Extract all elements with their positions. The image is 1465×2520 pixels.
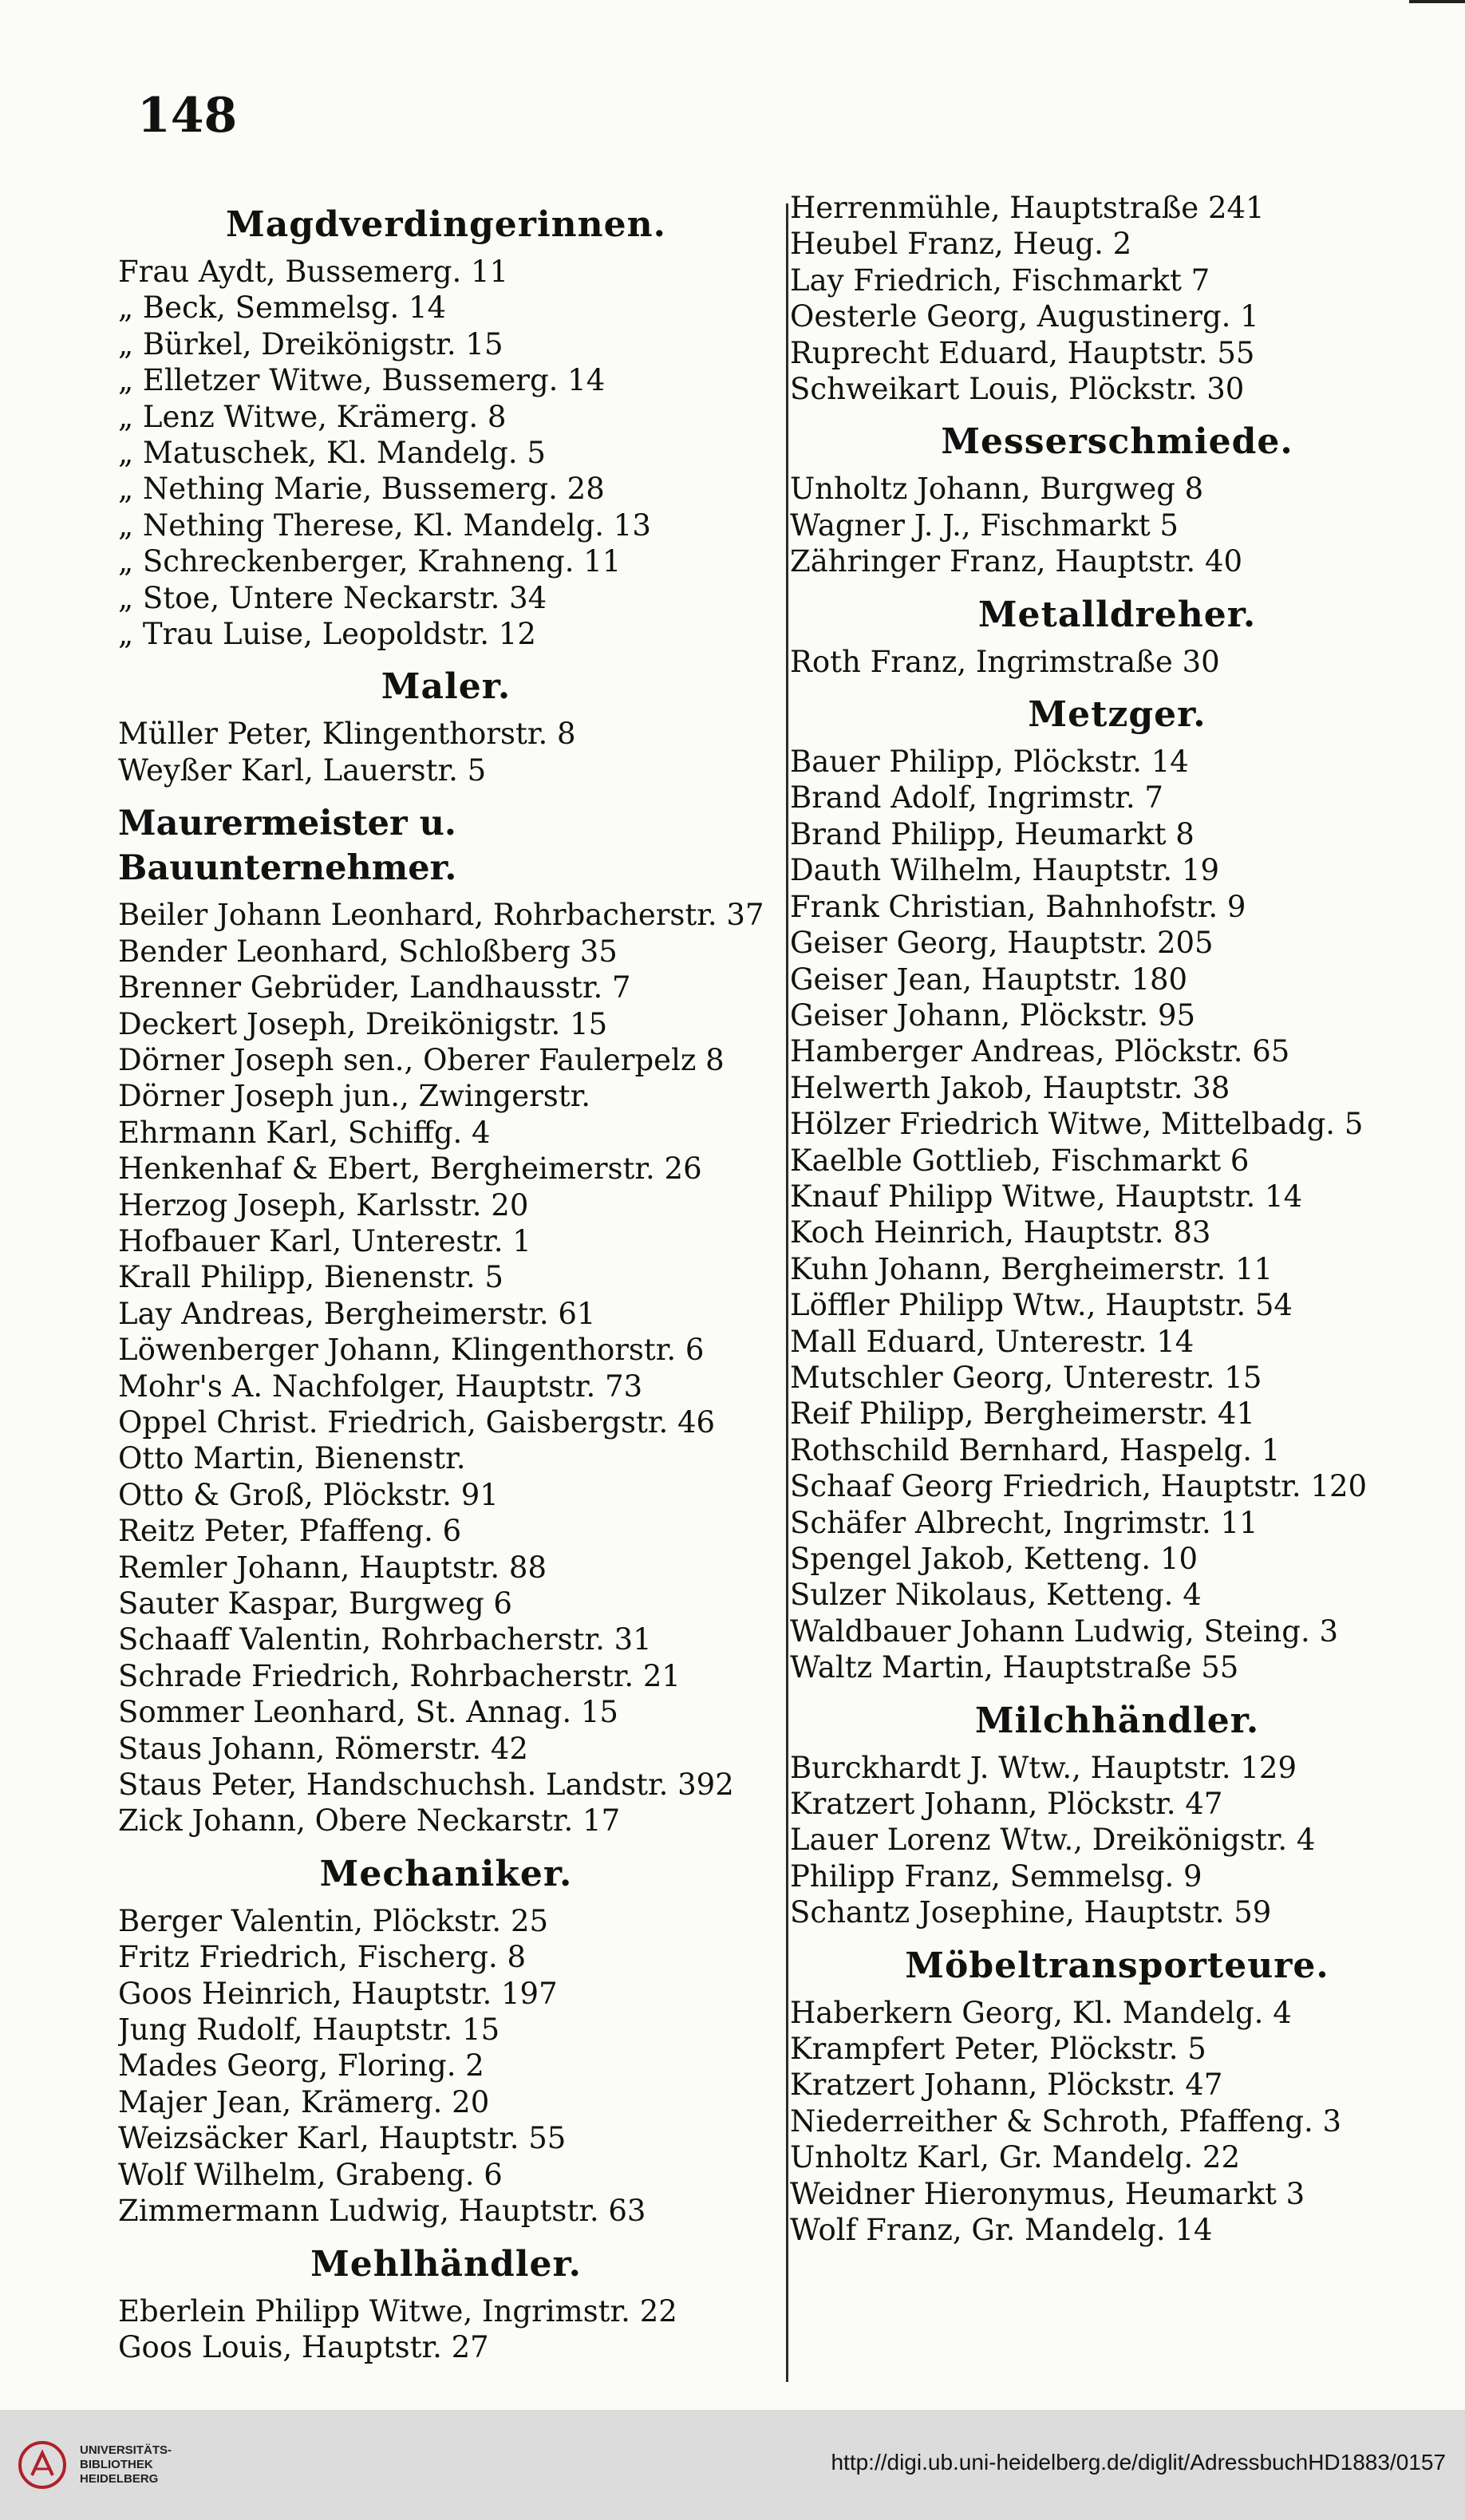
directory-entry: Zähringer Franz, Hauptstr. 40 [790,544,1243,579]
page-number: 148 [137,88,238,144]
directory-entry: Ehrmann Karl, Schiffg. 4 [118,1115,491,1150]
directory-entry: Löwenberger Johann, Klingenthorstr. 6 [118,1333,705,1368]
directory-entry: Deckert Joseph, Dreikönigstr. 15 [118,1006,608,1041]
section-heading: Mechaniker. [319,1853,573,1894]
directory-entry: Lay Andreas, Bergheimerstr. 61 [118,1296,596,1331]
directory-entry: Frau Aydt, Bussemerg. 11 [118,255,509,289]
directory-entry: Sommer Leonhard, St. Annag. 15 [118,1695,618,1730]
directory-entry: Zimmermann Ludwig, Hauptstr. 63 [118,2194,646,2229]
directory-entry: Schäfer Albrecht, Ingrimstr. 11 [790,1505,1258,1540]
directory-entry: Staus Peter, Handschuchsh. Landstr. 392 [118,1768,734,1803]
directory-entry: Burckhardt J. Wtw., Hauptstr. 129 [790,1750,1297,1785]
directory-entry: Kratzert Johann, Plöckstr. 47 [790,1787,1223,1822]
page-edge-rule [1409,0,1465,3]
directory-entry: Knauf Philipp Witwe, Hauptstr. 14 [790,1179,1303,1214]
directory-entry: Kaelble Gottlieb, Fischmarkt 6 [790,1143,1250,1178]
directory-entry: Löffler Philipp Wtw., Hauptstr. 54 [790,1288,1293,1323]
directory-entry: „ Bürkel, Dreikönigstr. 15 [118,326,503,361]
directory-entry: Bauer Philipp, Plöckstr. 14 [790,745,1189,780]
directory-entry: Beiler Johann Leonhard, Rohrbacherstr. 37 [118,898,764,933]
directory-entry: Waltz Martin, Hauptstraße 55 [790,1650,1239,1685]
directory-entry: „ Elletzer Witwe, Bussemerg. 14 [118,363,606,398]
directory-entry: Herrenmühle, Hauptstraße 241 [790,191,1265,225]
section-heading: Metzger. [1028,694,1206,736]
directory-entry: Brand Adolf, Ingrimstr. 7 [790,780,1163,816]
directory-entry: Weidner Hieronymus, Heumarkt 3 [790,2176,1305,2211]
directory-entry: Wolf Wilhelm, Grabeng. 6 [118,2157,503,2192]
directory-entry: Dauth Wilhelm, Hauptstr. 19 [790,853,1220,888]
directory-entry: Hamberger Andreas, Plöckstr. 65 [790,1034,1290,1069]
directory-entry: Mall Eduard, Unterestr. 14 [790,1324,1195,1359]
directory-entry: Bender Leonhard, Schloßberg 35 [118,934,618,969]
directory-entry: Waldbauer Johann Ludwig, Steing. 3 [790,1614,1339,1649]
directory-entry: „ Trau Luise, Leopoldstr. 12 [118,617,536,652]
section-heading: Magdverdingerinnen. [226,204,666,245]
directory-entry: Reif Philipp, Bergheimerstr. 41 [790,1396,1255,1432]
section-heading: Maler. [381,666,511,708]
directory-entry: Helwerth Jakob, Hauptstr. 38 [790,1070,1230,1105]
directory-entry: „ Stoe, Untere Neckarstr. 34 [118,580,547,615]
directory-entry: Krampfert Peter, Plöckstr. 5 [790,2032,1206,2067]
directory-entry: Ruprecht Eduard, Hauptstr. 55 [790,335,1255,370]
directory-entry: Brenner Gebrüder, Landhausstr. 7 [118,970,631,1005]
directory-entry: Jung Rudolf, Hauptstr. 15 [118,2012,500,2048]
directory-entry: Heubel Franz, Heug. 2 [790,227,1132,262]
directory-entry: Rothschild Bernhard, Haspelg. 1 [790,1432,1281,1467]
directory-entry: Kratzert Johann, Plöckstr. 47 [790,2068,1223,2103]
directory-entry: Henkenhaf & Ebert, Bergheimerstr. 26 [118,1151,702,1187]
directory-entry: Geiser Johann, Plöckstr. 95 [790,997,1196,1033]
column-divider [786,203,788,2382]
section-heading: Metalldreher. [977,594,1257,635]
directory-entry: Lay Friedrich, Fischmarkt 7 [790,263,1210,298]
directory-entry: Geiser Georg, Hauptstr. 205 [790,926,1214,961]
directory-entry: Zick Johann, Obere Neckarstr. 17 [118,1803,621,1839]
directory-entry: Schaaff Valentin, Rohrbacherstr. 31 [118,1622,652,1657]
directory-entry: Unholtz Karl, Gr. Mandelg. 22 [790,2140,1240,2175]
directory-entry: Eberlein Philipp Witwe, Ingrimstr. 22 [118,2293,677,2328]
directory-entry: Brand Philipp, Heumarkt 8 [790,816,1195,851]
directory-entry: „ Lenz Witwe, Krämerg. 8 [118,399,507,434]
section-heading: Mehlhändler. [310,2243,582,2285]
directory-entry: Kuhn Johann, Bergheimerstr. 11 [790,1251,1273,1286]
directory-entry: Sauter Kaspar, Burgweg 6 [118,1586,512,1621]
directory-entry: Koch Heinrich, Hauptstr. 83 [790,1215,1211,1250]
directory-entry: Müller Peter, Klingenthorstr. 8 [118,717,576,752]
directory-entry: Mades Georg, Floring. 2 [118,2048,484,2084]
right-column [790,190,1444,2249]
directory-entry: Goos Louis, Hauptstr. 27 [118,2329,489,2364]
logo-line: UNIVERSITÄTS- [80,2443,172,2457]
directory-entry: Sulzer Nikolaus, Ketteng. 4 [790,1578,1202,1613]
directory-entry: Oppel Christ. Friedrich, Gaisbergstr. 46 [118,1404,716,1440]
directory-entry: Dörner Joseph sen., Oberer Faulerpelz 8 [118,1042,725,1077]
directory-entry: „ Matuschek, Kl. Mandelg. 5 [118,436,546,471]
directory-entry: Herzog Joseph, Karlsstr. 20 [118,1187,529,1222]
source-url-link[interactable]: http://digi.ub.uni-heidelberg.de/diglit/AdressbuchHD1883/0157 [831,2450,1446,2475]
directory-entry: „ Schreckenberger, Krahneng. 11 [118,544,622,579]
directory-entry: Hölzer Friedrich Witwe, Mittelbadg. 5 [790,1107,1364,1142]
directory-entry: Philipp Franz, Semmelsg. 9 [790,1858,1202,1894]
directory-entry: Frank Christian, Bahnhofstr. 9 [790,889,1246,924]
university-seal-icon [18,2440,67,2490]
logo-line: HEIDELBERG [80,2472,159,2486]
directory-entry: Unholtz Johann, Burgweg 8 [790,472,1204,507]
directory-entry: Staus Johann, Römerstr. 42 [118,1731,528,1766]
directory-entry: Lauer Lorenz Wtw., Dreikönigstr. 4 [790,1823,1316,1858]
directory-entry: Mohr's A. Nachfolger, Hauptstr. 73 [118,1369,643,1404]
section-heading: Messerschmiede. [941,421,1293,463]
directory-entry: Otto & Groß, Plöckstr. 91 [118,1477,499,1512]
directory-entry: Weizsäcker Karl, Hauptstr. 55 [118,2121,567,2156]
directory-entry: Schweikart Louis, Plöckstr. 30 [790,372,1245,407]
directory-entry: Otto Martin, Bienenstr. [118,1441,466,1476]
directory-entry: Hofbauer Karl, Unterestr. 1 [118,1223,531,1258]
directory-entry: Mutschler Georg, Unterestr. 15 [790,1360,1262,1395]
directory-entry: Wagner J. J., Fischmarkt 5 [790,508,1179,543]
section-heading: Möbeltransporteure. [905,1945,1329,1986]
directory-entry: Haberkern Georg, Kl. Mandelg. 4 [790,1995,1292,2030]
directory-entry: Spengel Jakob, Ketteng. 10 [790,1542,1198,1576]
directory-entry: „ Nething Therese, Kl. Mandelg. 13 [118,508,651,543]
directory-entry: Schantz Josephine, Hauptstr. 59 [790,1895,1272,1930]
directory-entry: Remler Johann, Hauptstr. 88 [118,1550,547,1585]
directory-entry: Weyßer Karl, Lauerstr. 5 [118,752,487,788]
directory-entry: Schaaf Georg Friedrich, Hauptstr. 120 [790,1469,1368,1504]
directory-entry: Wolf Franz, Gr. Mandelg. 14 [790,2213,1213,2248]
library-logo-text [80,2443,172,2486]
directory-entry: „ Nething Marie, Bussemerg. 28 [118,472,605,507]
directory-entry: „ Beck, Semmelsg. 14 [118,290,447,326]
directory-entry: Krall Philipp, Bienenstr. 5 [118,1260,503,1295]
section-heading: Maurermeister u. Bauunternehmer. [118,804,457,889]
viewer-footer [0,2410,1465,2520]
directory-entry: Roth Franz, Ingrimstraße 30 [790,644,1220,679]
section-heading: Milchhändler. [974,1700,1260,1741]
directory-entry: Reitz Peter, Pfaffeng. 6 [118,1514,462,1549]
directory-entry: Schrade Friedrich, Rohrbacherstr. 21 [118,1658,681,1693]
left-column [118,190,774,2365]
directory-entry: Oesterle Georg, Augustinerg. 1 [790,299,1259,334]
directory-entry: Berger Valentin, Plöckstr. 25 [118,1903,549,1938]
directory-entry: Majer Jean, Krämerg. 20 [118,2084,490,2119]
logo-line: BIBLIOTHEK [80,2458,153,2471]
directory-entry: Niederreither & Schroth, Pfaffeng. 3 [790,2103,1342,2139]
directory-entry: Goos Heinrich, Hauptstr. 197 [118,1976,558,2011]
directory-entry: Geiser Jean, Hauptstr. 180 [790,962,1188,997]
directory-entry: Fritz Friedrich, Fischerg. 8 [118,1940,527,1975]
directory-entry: Dörner Joseph jun., Zwingerstr. [118,1079,591,1114]
